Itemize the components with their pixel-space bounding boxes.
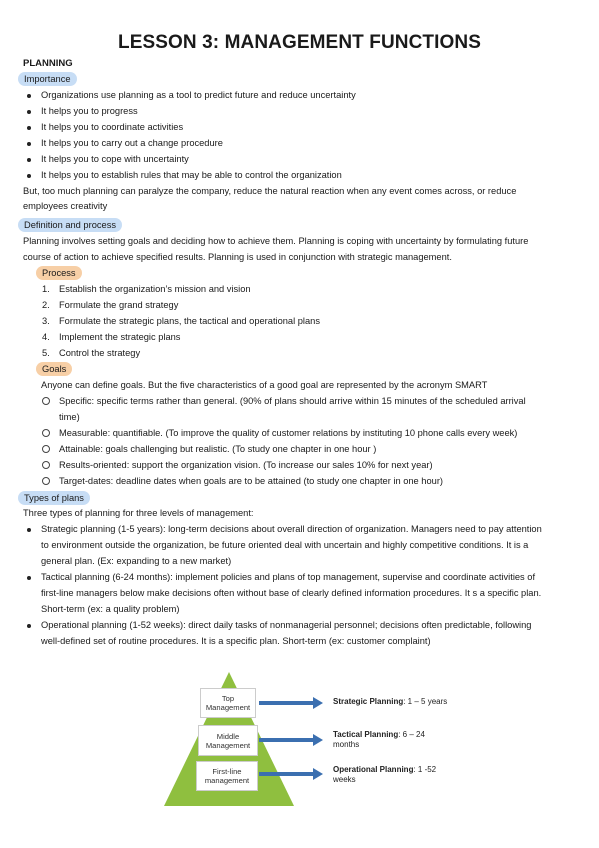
level-box-top <box>200 688 256 718</box>
list-item: Target-dates: deadline dates when goals are to be attained (to study one chapter in one hour) <box>59 476 444 486</box>
box-label: Management <box>205 740 251 750</box>
list-item: It helps you to progress <box>41 106 138 116</box>
list-item: Establish the organization’s mission and vision <box>59 284 251 294</box>
label-bold: Operational Planning <box>333 765 414 774</box>
level-box-middle <box>198 725 258 756</box>
arrow-tactical <box>259 734 323 746</box>
step-number: 2. <box>42 300 50 310</box>
paragraph-line: course of action to achieve specified results. Planning is used in conjunction with strategic management. <box>23 252 452 262</box>
section-heading: PLANNING <box>23 58 73 69</box>
label-rest: : 6 – 24 <box>398 730 425 739</box>
label-tactical <box>333 730 425 750</box>
list-item: Operational planning (1-52 weeks): direct daily tasks of nonmanagerial personnel; decisions often predictable, following <box>41 620 532 630</box>
paragraph-line: Planning involves setting goals and deciding how to achieve them. Planning is coping with uncertainty by formulating future <box>23 236 529 246</box>
label-line2: months <box>333 740 360 749</box>
step-number: 5. <box>42 348 50 358</box>
list-item: Strategic planning (1-5 years): long-term decisions about overall direction of organization. Managers need to pay attention <box>41 524 542 534</box>
list-item: Formulate the grand strategy <box>59 300 179 310</box>
list-item-continuation: well-defined set of routine procedures. It is a specific plan. Short-term (ex: customer complaint) <box>41 636 431 646</box>
list-item-continuation: to environment outside the organization, be future oriented deal with uncertain and highly competitive conditions. It is a <box>41 540 529 550</box>
list-item: Attainable: goals challenging but realistic. (To study one chapter in one hour ) <box>59 444 377 454</box>
paragraph-line: Three types of planning for three levels of management: <box>23 508 254 518</box>
label-rest: : 1 -52 <box>413 765 437 774</box>
list-item: It helps you to establish rules that may be able to control the organization <box>41 170 342 180</box>
box-label: Top <box>221 694 235 703</box>
types-heading: Types of plans <box>18 491 90 505</box>
label-operational <box>333 765 436 785</box>
list-item: Implement the strategic plans <box>59 332 181 342</box>
list-item: Formulate the strategic plans, the tactical and operational plans <box>59 316 320 326</box>
list-item: It helps you to cope with uncertainty <box>41 154 189 164</box>
level-box-first-line <box>196 761 258 791</box>
list-item: It helps you to carry out a change procedure <box>41 138 223 148</box>
step-number: 4. <box>42 332 50 342</box>
paragraph-line: Anyone can define goals. But the five characteristics of a good goal are represented by the acronym SMART <box>41 380 488 390</box>
arrow-strategic <box>259 697 323 709</box>
list-item: Control the strategy <box>59 348 141 358</box>
box-label: Middle <box>216 731 240 741</box>
paragraph-line: employees creativity <box>23 201 108 211</box>
step-number: 1. <box>42 284 50 294</box>
box-label: management <box>204 776 250 785</box>
label-strategic <box>333 697 447 707</box>
label-bold: Tactical Planning <box>333 730 399 739</box>
process-heading: Process <box>36 266 82 280</box>
label-bold: Strategic Planning <box>333 697 404 706</box>
step-number: 3. <box>42 316 50 326</box>
goals-heading: Goals <box>36 362 72 376</box>
box-label: First-line <box>212 767 242 776</box>
page-title: LESSON 3: MANAGEMENT FUNCTIONS <box>118 32 481 53</box>
box-label: Management <box>205 703 251 712</box>
list-item: Specific: specific terms rather than general. (90% of plans should arrive within 15 minutes of the scheduled arrival <box>59 396 526 406</box>
list-item-continuation: first-line managers below make decisions often without base of clearly defined information procedures. It s a specific plan. <box>41 588 542 598</box>
list-item: Tactical planning (6-24 months): implement policies and plans of top management, supervise and coordinate activities of <box>41 572 536 582</box>
importance-heading: Importance <box>18 72 77 86</box>
list-item-continuation: Short-term (ex: a quality problem) <box>41 604 180 614</box>
list-item-continuation: general plan. (Ex: expanding to a new market) <box>41 556 232 566</box>
list-item: Results-oriented: support the organization vision. (To increase our sales 10% for next year) <box>59 460 433 470</box>
list-item: It helps you to coordinate activities <box>41 122 184 132</box>
list-item: Organizations use planning as a tool to predict future and reduce uncertainty <box>41 90 356 100</box>
label-line2: weeks <box>333 775 356 784</box>
label-rest: : 1 – 5 years <box>403 697 448 706</box>
paragraph-line: But, too much planning can paralyze the company, reduce the natural reaction when any event comes across, or reduce <box>23 186 517 196</box>
list-item-continuation: time) <box>59 412 80 422</box>
definition-heading: Definition and process <box>18 218 122 232</box>
list-item: Measurable: quantifiable. (To improve the quality of customer relations by instituting 10 phone calls every week) <box>59 428 518 438</box>
